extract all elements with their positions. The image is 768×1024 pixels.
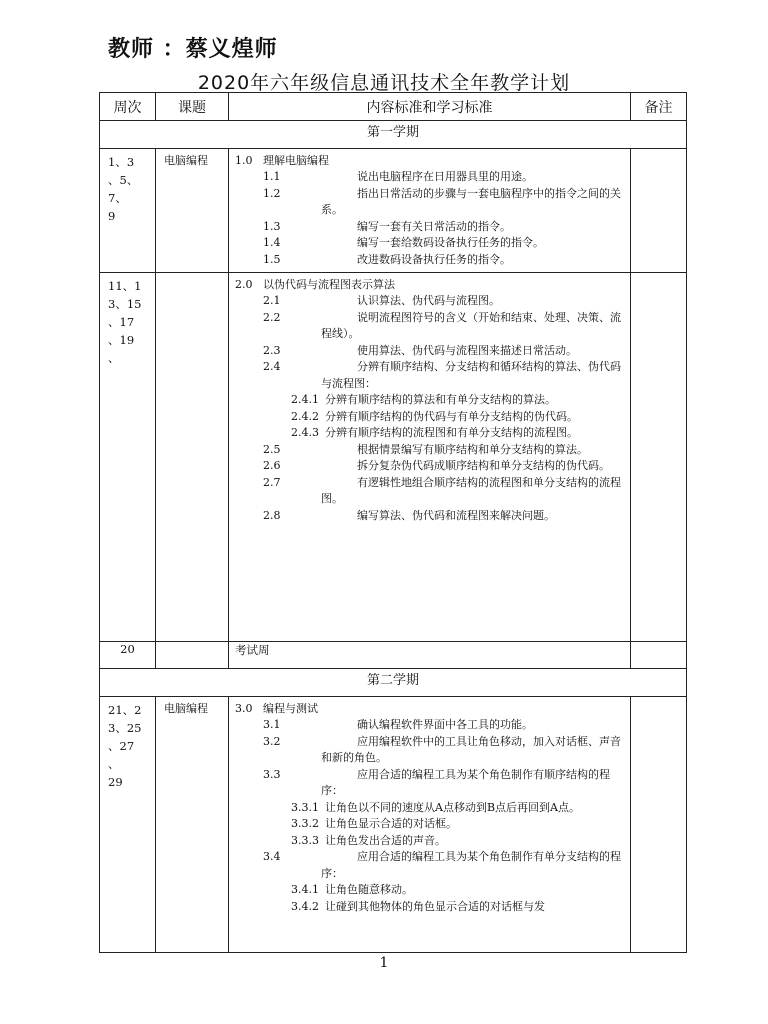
week-line: 、19 (108, 333, 135, 347)
item-number: 1.2 (263, 186, 281, 200)
learning-standard (235, 359, 624, 392)
item-number: 2.3 (263, 343, 281, 357)
learning-standard (235, 169, 624, 186)
content-cell (229, 697, 631, 953)
week-cell (100, 697, 156, 953)
semester-row (100, 121, 687, 149)
table-row (100, 149, 687, 273)
semester2-label: 第二学期 (100, 669, 687, 697)
topic-cell (156, 642, 229, 669)
item-text: 认识算法、伪代码与流程图。 (357, 294, 500, 307)
item-number: 1.4 (263, 236, 281, 249)
sub-number: 2.4.3 (291, 426, 319, 439)
sub-standard (235, 899, 624, 916)
standard-text: 以伪代码与流程图表示算法 (263, 278, 395, 291)
item-number: 2.4 (263, 360, 281, 373)
sub-number: 2.4.2 (291, 409, 319, 423)
item-text: 改进数码设备执行任务的指令。 (357, 252, 511, 266)
item-text: 有逻辑性地组合顺序结构的流程图和单分支结构的流程图。 (321, 475, 621, 505)
teacher-name: 教师 ：蔡义煌师 (108, 37, 278, 62)
sub-standard (235, 816, 624, 833)
learning-standard (235, 717, 624, 734)
week-line: 、5、 (108, 173, 139, 187)
sub-text: 让角色以不同的速度从A点移动到B点后再回到A点。 (325, 800, 580, 814)
learning-standard (235, 475, 624, 508)
semester-row (100, 669, 687, 697)
sub-number: 3.3.2 (291, 817, 319, 830)
learning-standard (235, 252, 624, 269)
item-text: 应用编程软件中的工具让角色移动，加入对话框、声音和新的角色。 (321, 734, 621, 764)
topic-cell: 电脑编程 (156, 697, 229, 953)
learning-standard (235, 235, 624, 252)
sub-standard (235, 392, 624, 409)
semester1-label: 第一学期 (100, 121, 687, 149)
header-content: 内容标准和学习标准 (229, 93, 631, 121)
sub-standard (235, 800, 624, 817)
standard-number: 3.0 (235, 702, 253, 715)
sub-text: 分辨有顺序结构的伪代码与有单分支结构的伪代码。 (325, 409, 578, 423)
standard-heading (235, 153, 624, 169)
item-number: 2.7 (263, 475, 281, 489)
sub-text: 让角色显示合适的对话框。 (325, 817, 457, 830)
learning-standard (235, 508, 624, 525)
sub-number: 3.3.3 (291, 833, 319, 847)
week-line: 、 (108, 351, 120, 365)
page-number: 1 (379, 955, 389, 971)
header-remark: 备注 (631, 93, 687, 121)
week-line: 、17 (108, 315, 135, 329)
item-text: 说出电脑程序在日用器具里的用途。 (357, 170, 533, 183)
item-number: 3.2 (263, 734, 281, 748)
week-line: 7、 (108, 191, 127, 205)
sub-standard (235, 882, 624, 899)
table-row (100, 273, 687, 642)
item-text: 应用合适的编程工具为某个角色制作有单分支结构的程序： (321, 850, 621, 880)
learning-standard (235, 293, 624, 310)
item-text: 指出日常活动的步骤与一套电脑程序中的指令之间的关系。 (321, 186, 621, 216)
item-text: 编写一套给数码设备执行任务的指令。 (357, 236, 544, 249)
standard-heading (235, 277, 624, 293)
remark-cell (631, 273, 687, 642)
exam-week: 20 (100, 642, 156, 669)
item-number: 1.3 (263, 219, 281, 233)
item-number: 3.4 (263, 850, 281, 863)
exam-content: 考试周 (229, 642, 631, 669)
week-line: 21、2 (108, 703, 142, 717)
learning-standard (235, 186, 624, 219)
header-week: 周次 (100, 93, 156, 121)
content-cell (229, 149, 631, 273)
week-line: 3、25 (108, 721, 142, 735)
week-line: 11、1 (108, 279, 142, 293)
week-line: 29 (108, 775, 123, 789)
remark-cell (631, 697, 687, 953)
standard-heading (235, 701, 624, 717)
exam-row (100, 642, 687, 669)
item-text: 使用算法、伪代码与流程图来描述日常活动。 (357, 343, 577, 357)
sub-text: 让碰到其他物体的角色显示合适的对话框与发 (325, 899, 545, 913)
header-row (100, 93, 687, 121)
topic-cell (156, 273, 229, 642)
learning-standard (235, 767, 624, 800)
table-row (100, 697, 687, 953)
header-topic: 课题 (156, 93, 229, 121)
plan-table (99, 92, 687, 953)
sub-text: 让角色发出合适的声音。 (325, 833, 446, 847)
learning-standard (235, 458, 624, 475)
remark-cell (631, 149, 687, 273)
item-number: 1.5 (263, 252, 281, 266)
sub-standard (235, 409, 624, 426)
learning-standard (235, 219, 624, 236)
content-cell (229, 273, 631, 642)
item-text: 根据情景编写有顺序结构和单分支结构的算法。 (357, 442, 588, 456)
standard-number: 1.0 (235, 154, 253, 167)
topic-cell: 电脑编程 (156, 149, 229, 273)
learning-standard (235, 849, 624, 882)
sub-text: 分辨有顺序结构的算法和有单分支结构的算法。 (325, 393, 556, 406)
week-cell (100, 273, 156, 642)
item-number: 3.1 (263, 718, 281, 731)
standard-number: 2.0 (235, 278, 253, 291)
sub-text: 让角色随意移动。 (325, 883, 413, 896)
item-text: 说明流程图符号的含义（开始和结束、处理、决策、流程线）。 (321, 310, 621, 340)
item-text: 拆分复杂伪代码成顺序结构和单分支结构的伪代码。 (357, 459, 610, 472)
remark-cell (631, 642, 687, 669)
item-number: 2.5 (263, 442, 281, 456)
sub-standard (235, 833, 624, 850)
week-line: 3、15 (108, 297, 142, 311)
item-text: 编写一套有关日常活动的指令。 (357, 219, 511, 233)
learning-standard (235, 734, 624, 767)
item-text: 编写算法、伪代码和流程图来解决问题。 (357, 508, 555, 522)
standard-text: 编程与测试 (263, 702, 318, 715)
week-line: 、 (108, 757, 120, 771)
sub-standard (235, 425, 624, 442)
learning-standard (235, 310, 624, 343)
week-line: 、27 (108, 739, 135, 753)
item-text: 应用合适的编程工具为某个角色制作有顺序结构的程序： (321, 767, 610, 797)
sub-number: 2.4.1 (291, 393, 319, 406)
item-number: 1.1 (263, 170, 281, 183)
sub-text: 分辨有顺序结构的流程图和有单分支结构的流程图。 (325, 426, 578, 439)
week-line: 1、3 (108, 155, 135, 169)
sub-number: 3.3.1 (291, 800, 319, 814)
week-line: 9 (108, 209, 116, 223)
item-text: 确认编程软件界面中各工具的功能。 (357, 718, 533, 731)
item-number: 2.2 (263, 310, 281, 324)
learning-standard (235, 442, 624, 459)
sub-number: 3.4.1 (291, 883, 319, 896)
item-number: 3.3 (263, 767, 281, 781)
item-number: 2.8 (263, 508, 281, 522)
learning-standard (235, 343, 624, 360)
document-title: 2020年六年级信息通讯技术全年教学计划 (197, 72, 571, 94)
item-text: 分辨有顺序结构、分支结构和循环结构的算法、伪代码与流程图： (321, 360, 621, 390)
standard-text: 理解电脑编程 (263, 154, 329, 167)
item-number: 2.1 (263, 294, 281, 307)
sub-number: 3.4.2 (291, 899, 319, 913)
item-number: 2.6 (263, 459, 281, 472)
week-cell (100, 149, 156, 273)
